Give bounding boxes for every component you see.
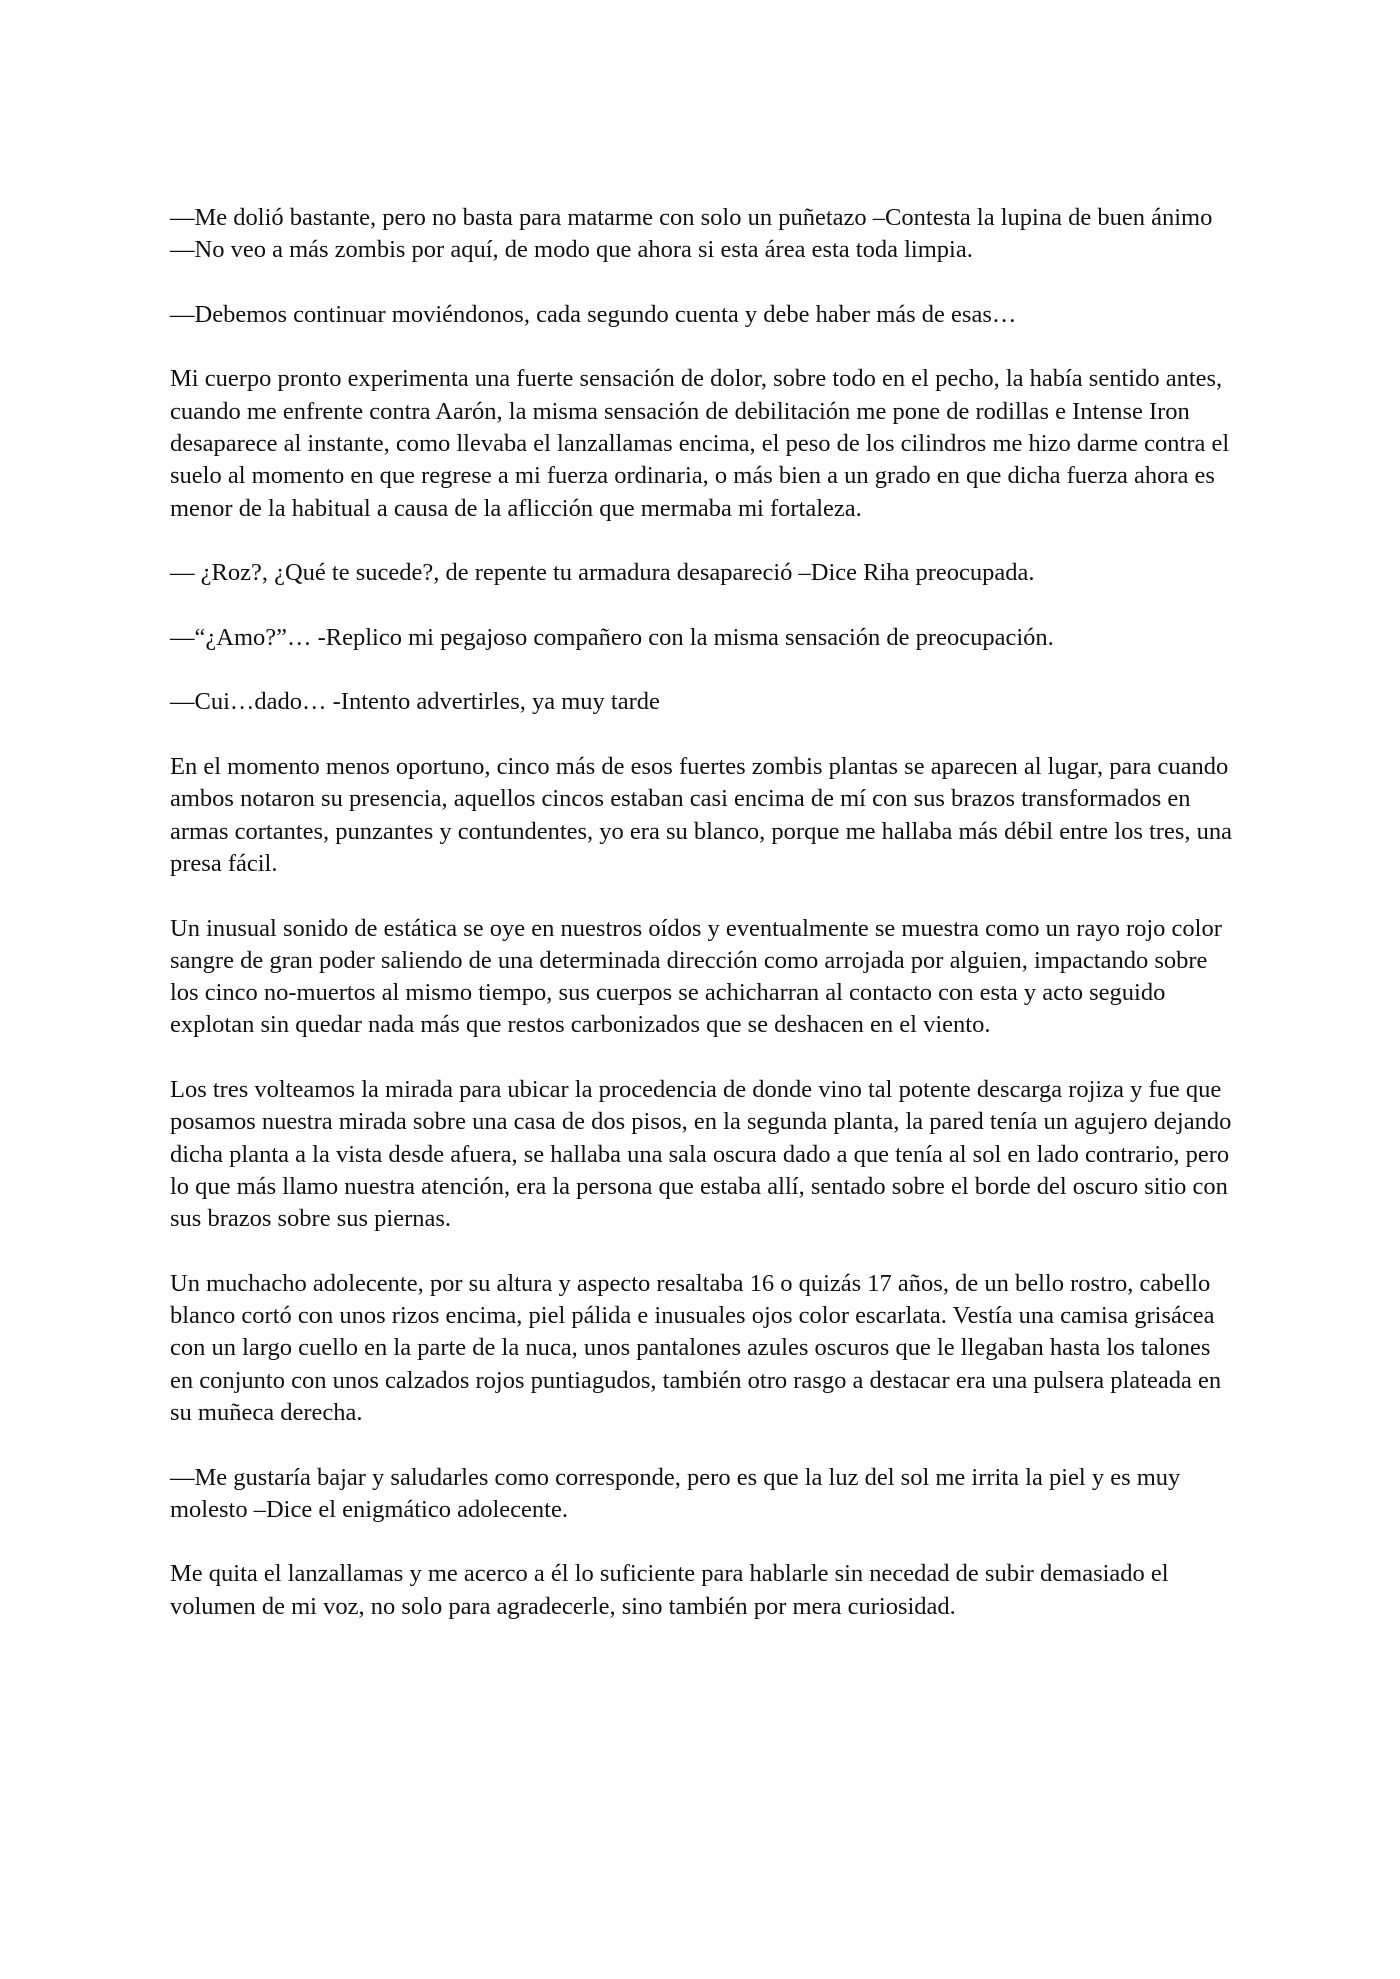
- paragraph: —“¿Amo?”… -Replico mi pegajoso compañero con la misma sensación de preocupación.: [170, 623, 1054, 651]
- paragraph: —Debemos continuar moviéndonos, cada segundo cuenta y debe haber más de esas…: [170, 300, 1017, 328]
- paragraph: —Me dolió bastante, pero no basta para matarme con solo un puñetazo –Contesta la lupina de buen ánimo —No veo a más zombis por aquí, de modo que ahora si esta área esta toda limpia.: [170, 204, 1213, 264]
- paragraph: Los tres volteamos la mirada para ubicar la procedencia de donde vino tal potente descarga rojiza y fue que posamos nuestra mirada sobre una casa de dos pisos, en la segunda planta, la pared tenía un agujero dejando dicha planta a la vista desde afuera, se hallaba una sala oscura dado a que tenía al sol en lado contrario, pero lo que más llamo nuestra atención, era la persona que estaba allí, sentado sobre el borde del oscuro sitio con sus brazos sobre sus piernas.: [170, 1076, 1232, 1233]
- paragraph: Un inusual sonido de estática se oye en nuestros oídos y eventualmente se muestra como un rayo rojo color sangre de gran poder saliendo de una determinada dirección como arrojada por alguien, impactando sobre los cinco no-muertos al mismo tiempo, sus cuerpos se achicharran al contacto con esta y acto seguido explotan sin quedar nada más que restos carbonizados que se deshacen en el viento.: [170, 914, 1222, 1039]
- paragraph: En el momento menos oportuno, cinco más de esos fuertes zombis plantas se aparecen al lugar, para cuando ambos notaron su presencia, aquellos cincos estaban casi encima de mí con sus brazos transformados en armas cortantes, punzantes y contundentes, yo era su blanco, porque me hallaba más débil entre los tres, una presa fácil.: [170, 753, 1232, 877]
- paragraph: —Cui…dado… -Intento advertirles, ya muy tarde: [170, 688, 660, 716]
- paragraph: Mi cuerpo pronto experimenta una fuerte sensación de dolor, sobre todo en el pecho, la había sentido antes, cuando me enfrente contra Aarón, la misma sensación de debilitación me pone de rodillas e Intense Iron desaparece al instante, como llevaba el lanzallamas encima, el peso de los cilindros me hizo darme contra el suelo al momento en que regrese a mi fuerza ordinaria, o más bien a un grado en que dicha fuerza ahora es menor de la habitual a causa de la aflicción que mermaba mi fortaleza.: [170, 365, 1230, 522]
- paragraph: —Me gustaría bajar y saludarles como corresponde, pero es que la luz del sol me irrita la piel y es muy molesto –Dice el enigmático adolecente.: [170, 1463, 1181, 1523]
- paragraph: Un muchacho adolecente, por su altura y aspecto resaltaba 16 o quizás 17 años, de un bello rostro, cabello blanco cortó con unos rizos encima, piel pálida e inusuales ojos color escarlata. Vestía una camisa grisácea con un largo cuello en la parte de la nuca, unos pantalones azules oscuros que le llegaban hasta los talones en conjunto con unos calzados rojos puntiagudos, también otro rasgo a destacar era una pulsera plateada en su muñeca derecha.: [170, 1269, 1222, 1426]
- paragraph: Me quita el lanzallamas y me acerco a él lo suficiente para hablarle sin necedad de subir demasiado el volumen de mi voz, no solo para agradecerle, sino también por mera curiosidad.: [170, 1560, 1169, 1620]
- document-body: [170, 202, 1238, 1655]
- paragraph: — ¿Roz?, ¿Qué te sucede?, de repente tu armadura desapareció –Dice Riha preocupada.: [170, 559, 1035, 587]
